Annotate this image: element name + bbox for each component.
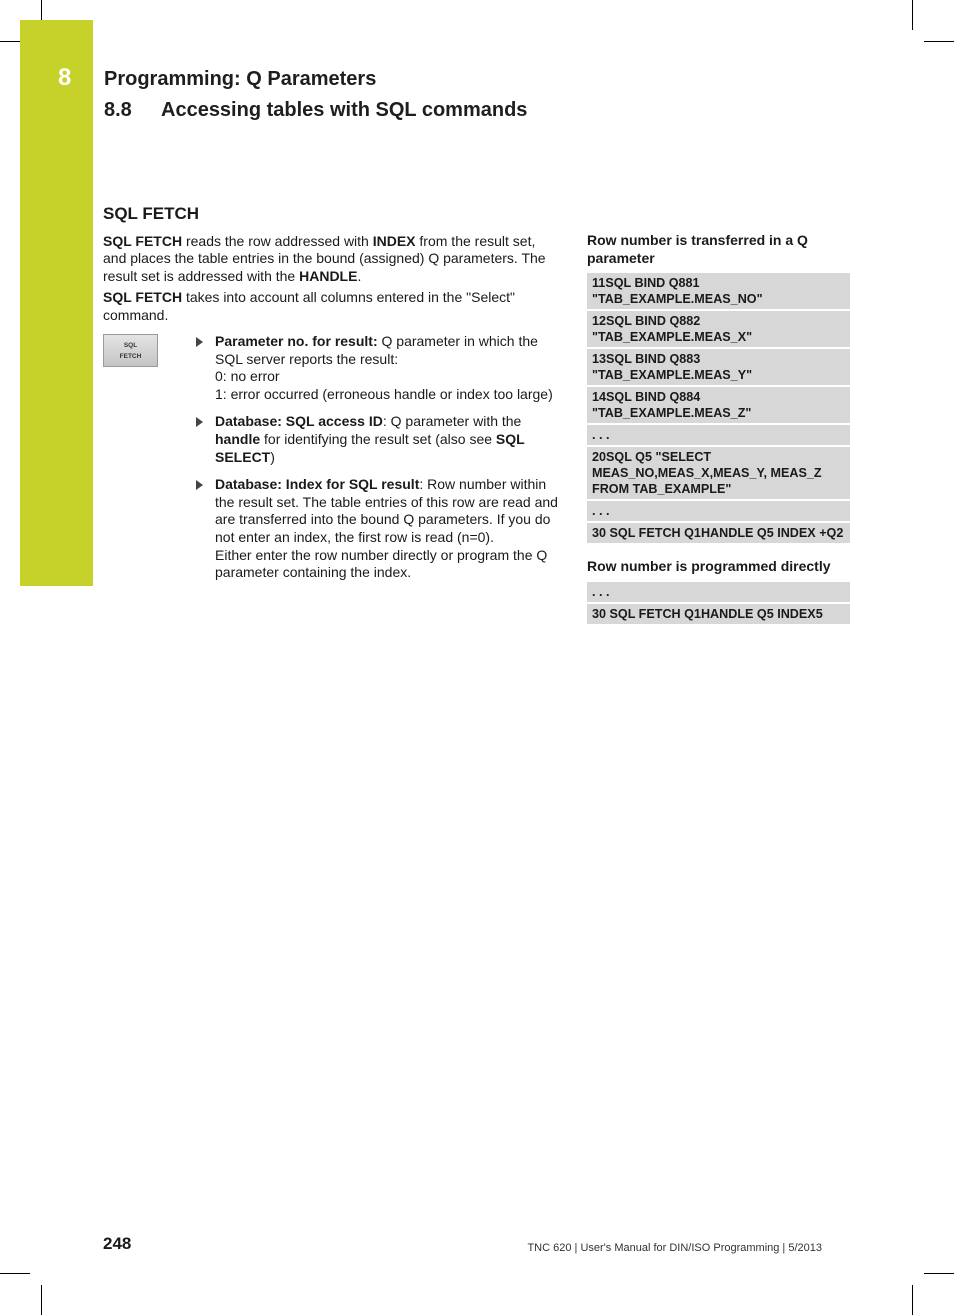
bullet-arrow-icon [196, 480, 203, 490]
main-text [103, 205, 558, 328]
softkey-label: FETCH [119, 353, 142, 360]
text-run: : Q parameter with the [382, 413, 522, 430]
paragraph [103, 233, 558, 286]
bold-term: SQL SELECT [215, 430, 525, 465]
list-item-text [215, 413, 524, 464]
bold-term: HANDLE [299, 267, 358, 284]
bullet-arrow-icon [196, 337, 203, 347]
bullet-arrow-icon [196, 417, 203, 427]
crop-mark [924, 41, 954, 42]
code-line: . . . [587, 582, 850, 602]
list-item [193, 333, 559, 403]
list-item-text [215, 476, 558, 580]
list-item [193, 413, 559, 466]
crop-mark [0, 1273, 30, 1274]
text-run: reads the row addressed with [182, 232, 373, 249]
bold-term: Database: Index for SQL result [215, 476, 420, 493]
chapter-tab [20, 20, 93, 586]
list-item-text [215, 333, 553, 402]
bold-term: handle [215, 430, 261, 447]
code-line: 30 SQL FETCH Q1HANDLE Q5 INDEX +Q2 [587, 523, 850, 543]
code-line: . . . [587, 425, 850, 445]
code-line: 12SQL BIND Q882 "TAB_EXAMPLE.MEAS_X" [587, 311, 850, 347]
text-run: ) [270, 448, 275, 465]
text-run: : Row number within the result set. The table entries of this row are read and are transferred into the bound Q parameters. If you do not enter an index, the first row is read (n=0). [215, 476, 558, 545]
footer-text: TNC 620 | User's Manual for DIN/ISO Programming | 5/2013 [527, 1242, 822, 1254]
text-run: from the result set, and places the table entries in the bound (assigned) Q parameters. The result set is addressed with the [103, 232, 546, 284]
text-run: for identifying the result set (also see [260, 430, 496, 447]
bold-term: Database: SQL access ID [215, 413, 383, 430]
code-line: 13SQL BIND Q883 "TAB_EXAMPLE.MEAS_Y" [587, 349, 850, 385]
section-number: 8.8 [104, 99, 132, 121]
section-heading: SQL FETCH [103, 204, 200, 223]
crop-mark [41, 1285, 42, 1315]
code-line: 11SQL BIND Q881 "TAB_EXAMPLE.MEAS_NO" [587, 273, 850, 309]
list-item [193, 476, 559, 582]
bold-term: SQL FETCH [103, 289, 183, 305]
bold-term: INDEX [372, 232, 416, 249]
text-run: Q parameter in which the SQL server reports the result: [215, 333, 538, 367]
crop-mark [0, 41, 20, 42]
paragraph [103, 289, 558, 324]
parameter-list [193, 333, 559, 592]
example-caption: Row number is programmed directly [587, 558, 831, 574]
bold-term: Parameter no. for result: [215, 333, 378, 349]
bold-term: SQL FETCH [103, 232, 183, 249]
sql-fetch-softkey-icon [103, 334, 158, 367]
code-line: . . . [587, 501, 850, 521]
crop-mark [912, 0, 913, 30]
text-run: 0: no error [215, 368, 280, 385]
crop-mark [912, 1285, 913, 1315]
text-run: . [357, 267, 362, 284]
text-run: Either enter the row number directly or program the Q parameter containing the index. [215, 546, 548, 581]
chapter-number: 8 [58, 64, 72, 91]
example-caption: Row number is transferred in a Q parameter [587, 232, 808, 266]
softkey-label: SQL [123, 342, 138, 349]
section-title-text: Accessing tables with SQL commands [161, 99, 528, 121]
crop-mark [41, 0, 42, 20]
chapter-title: Programming: Q Parameters [104, 68, 377, 90]
code-line: 14SQL BIND Q884 "TAB_EXAMPLE.MEAS_Z" [587, 387, 850, 423]
examples [587, 231, 850, 626]
page-number: 248 [103, 1234, 132, 1253]
crop-mark [924, 1273, 954, 1274]
section-title [104, 99, 527, 122]
text-run: takes into account all columns entered in the "Select" command. [103, 289, 515, 323]
text-run: 1: error occurred (erroneous handle or index too large) [215, 385, 553, 402]
code-line: 30 SQL FETCH Q1HANDLE Q5 INDEX5 [587, 604, 850, 624]
code-line: 20SQL Q5 "SELECT MEAS_NO,MEAS_X,MEAS_Y, MEAS_Z FROM TAB_EXAMPLE" [587, 447, 850, 499]
